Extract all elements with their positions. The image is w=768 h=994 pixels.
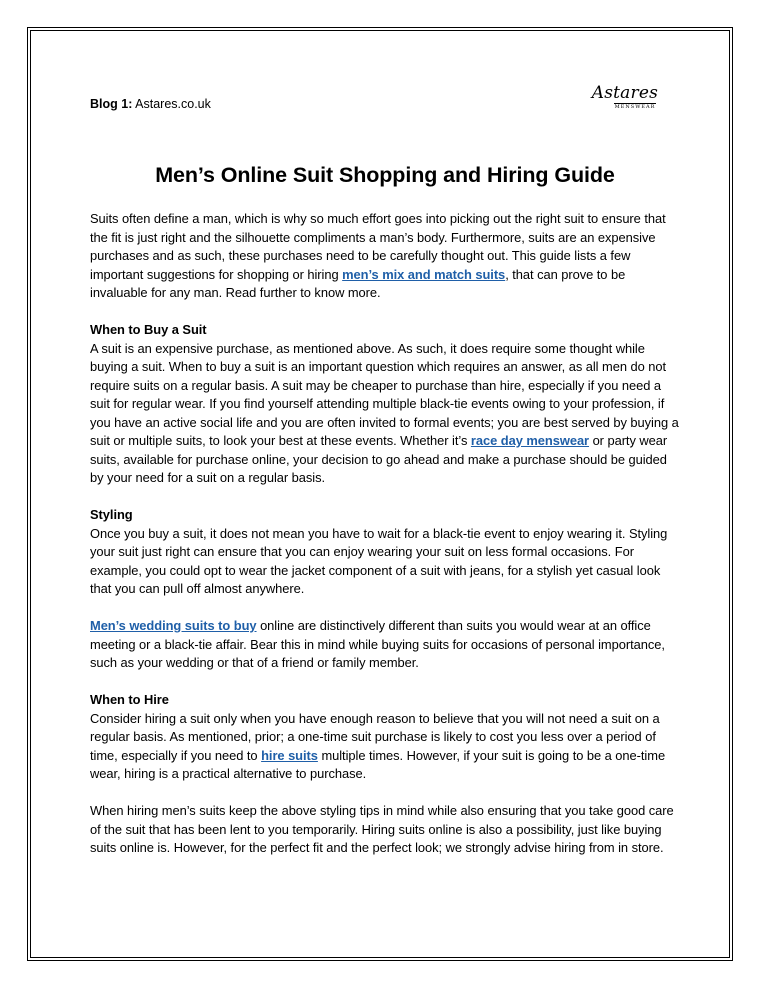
buy-paragraph	[90, 340, 680, 488]
logo-main-text: Astares	[591, 83, 658, 103]
logo-sub-text: MENSWEAR	[614, 104, 656, 110]
document-body	[90, 210, 680, 876]
blog-site: Astares.co.uk	[132, 97, 211, 111]
astares-logo	[592, 85, 658, 110]
intro-text-after: , that can prove to be invaluable for any man. Read further to know more.	[90, 266, 626, 300]
buy-text-before: A suit is an expensive purchase, as mentioned above. As such, it does require some thought while buying a suit. When to buy a suit is an important question which requires an answer, as all men do not require suits on a regular basis. A suit may be cheaper to purchase than hire, especially if you need a suit for regular wear. If you find yourself attending multiple black-tie events owing to your profession, if you have an active social life and you are often invited to formal events; you are best served by buying a suit or multiple suits, to look your best at these events. Whether it’s	[90, 340, 679, 448]
page-title: Men’s Online Suit Shopping and Hiring Guide	[155, 163, 615, 187]
hire-text-before: Consider hiring a suit only when you have enough reason to believe that you will not need a suit on a regular basis. As mentioned, prior; a one-time suit purchase is likely to cost you less over a period of time, especially if you need to	[90, 710, 660, 763]
heading-styling: Styling	[90, 507, 133, 522]
wedding-paragraph	[90, 617, 680, 673]
intro-paragraph	[90, 210, 680, 303]
intro-text-before: Suits often define a man, which is why so much effort goes into picking out the right suit to ensure that the fit is just right and the silhouette compliments a man’s body. Furthermore, suits are an expensive purchases and as such, these purchases need to be carefully thought out. This guide lists a few important suggestions for shopping or hiring	[90, 211, 666, 282]
buy-text-after: or party wear suits, available for purchase online, your decision to go ahead and make a purchase should be guided by your need for a suit on a regular basis.	[90, 433, 668, 485]
document-header	[90, 83, 680, 125]
mix-match-suits-link[interactable]: men’s mix and match suits	[342, 266, 506, 282]
race-day-menswear-link[interactable]: race day menswear	[470, 433, 590, 448]
hire-paragraph-2: When hiring men’s suits keep the above styling tips in mind while also ensuring that you take good care of the suit that has been lent to you temporarily. Hiring suits online is also a possibility, just like buying suits online is. However, for the perfect fit and the perfect look; we strongly advise hiring from in store.	[90, 803, 674, 855]
blog-label	[90, 97, 211, 111]
hire-suits-link[interactable]: hire suits	[261, 747, 318, 763]
heading-when-to-hire: When to Hire	[90, 692, 169, 707]
blog-label-bold: Blog 1:	[90, 97, 133, 111]
heading-when-to-buy: When to Buy a Suit	[90, 322, 207, 337]
styling-paragraph: Once you buy a suit, it does not mean you have to wait for a black-tie event to enjoy wearing it. Styling your suit just right can ensure that you can enjoy wearing your suit on less formal occasions. For example, you could opt to wear the jacket component of a suit with jeans, for a stylish yet casual look that you can pull off almost anywhere.	[90, 525, 668, 596]
wedding-text: online are distinctively different than suits you would wear at an office meeting or a black-tie affair. Bear this in mind while buying suits for occasions of personal importance, such as your wedding or that of a friend or family member.	[90, 618, 665, 670]
hire-text-after: multiple times. However, if your suit is going to be a one-time wear, hiring is a practical alternative to purchase.	[90, 747, 666, 781]
wedding-suits-link[interactable]: Men’s wedding suits to buy	[90, 618, 257, 633]
hire-paragraph	[90, 710, 680, 784]
